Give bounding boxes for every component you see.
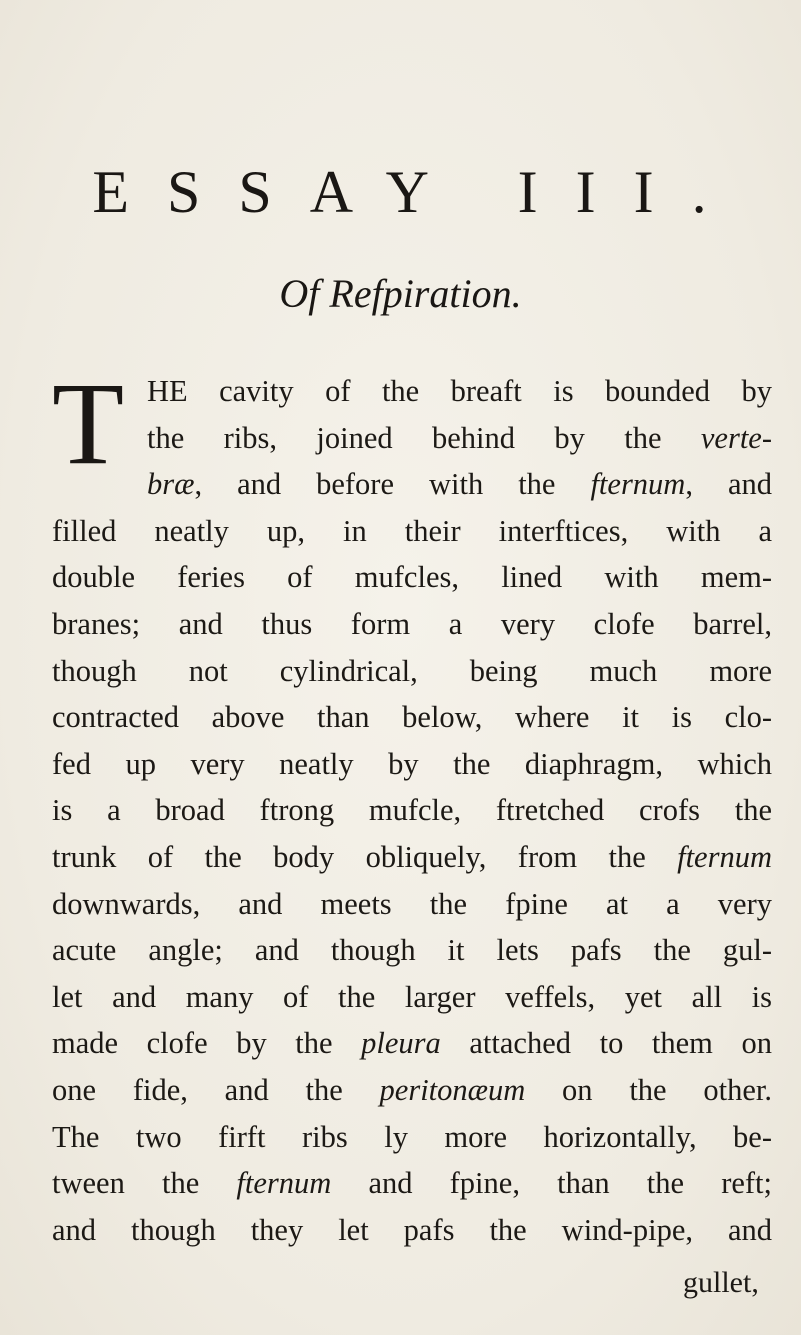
text-line: one fide, and the peritonæum on the other.	[52, 1072, 772, 1107]
catchword: gullet,	[683, 1266, 759, 1299]
text-line: trunk of the body obliquely, from the fternum	[52, 839, 772, 874]
text-line: the ribs, joined behind by the verte-	[147, 420, 772, 455]
text-line: though not cylindrical, being much more	[52, 653, 772, 688]
text-line: bræ, and before with the fternum, and	[147, 467, 772, 502]
text-line: acute angle; and though it lets pafs the gul-	[52, 933, 772, 968]
body-paragraph	[52, 358, 772, 1253]
text-line: downwards, and meets the fpine at a very	[52, 886, 772, 921]
text-line: made clofe by the pleura attached to them on	[52, 1026, 772, 1061]
text-line: contracted above than below, where it is clo-	[52, 700, 772, 735]
essay-heading: ESSAY III.	[92, 159, 745, 225]
text-line: and though they let pafs the wind-pipe, and	[52, 1212, 772, 1247]
text-line: filled neatly up, in their interftices, with a	[52, 513, 772, 548]
text-line: tween the fternum and fpine, than the reft;	[52, 1166, 772, 1201]
text-line: HE cavity of the breaft is bounded by	[147, 374, 772, 408]
essay-subtitle: Of Refpiration.	[279, 271, 522, 316]
text-line: is a broad ftrong mufcle, ftretched crofs the	[52, 793, 772, 828]
text-line: double feries of mufcles, lined with mem-	[52, 560, 772, 595]
text-line: let and many of the larger veffels, yet all is	[52, 979, 772, 1014]
text-line: fed up very neatly by the diaphragm, which	[52, 746, 772, 781]
text-line: The two firft ribs ly more horizontally, be-	[52, 1119, 772, 1154]
drop-cap: T	[52, 358, 125, 489]
text-line: branes; and thus form a very clofe barrel,	[52, 606, 772, 641]
